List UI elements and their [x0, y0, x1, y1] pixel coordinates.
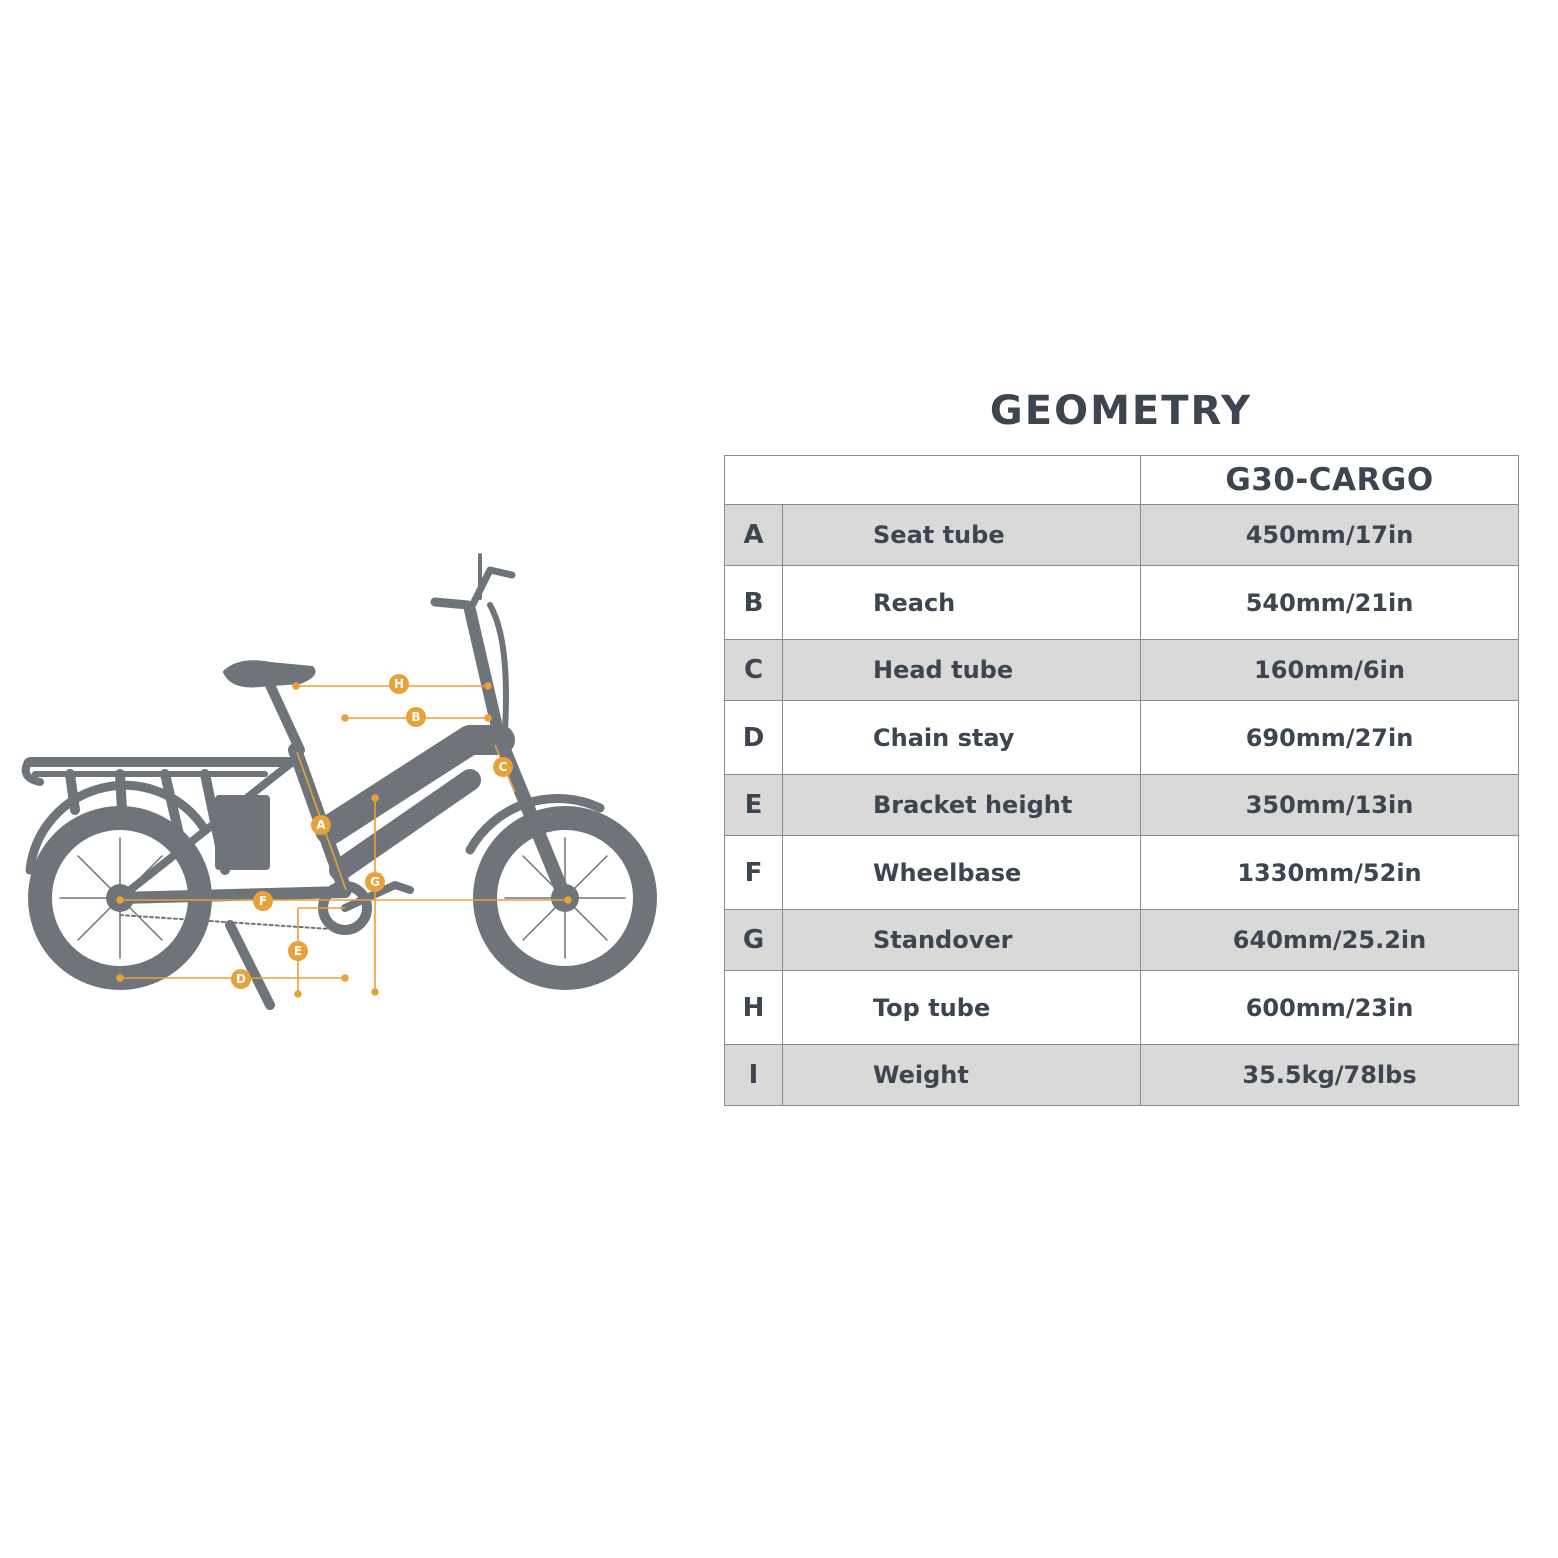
svg-text:F: F: [258, 894, 268, 908]
marker-d: [231, 969, 251, 989]
row-letter: A: [725, 505, 783, 566]
row-value: 600mm/23in: [1141, 971, 1519, 1045]
page-title: GEOMETRY: [989, 388, 1253, 434]
header-empty-cell: [725, 456, 1141, 505]
row-value: 1330mm/52in: [1141, 836, 1519, 910]
table-row: [725, 836, 1519, 910]
row-letter: G: [725, 910, 783, 971]
svg-text:H: H: [393, 677, 405, 691]
table-header-row: [725, 456, 1519, 505]
row-letter: H: [725, 971, 783, 1045]
row-value: 640mm/25.2in: [1141, 910, 1519, 971]
marker-f: [253, 891, 273, 911]
row-name: Chain stay: [783, 701, 1141, 775]
row-letter: D: [725, 701, 783, 775]
row-name: Standover: [783, 910, 1141, 971]
row-value: 540mm/21in: [1141, 566, 1519, 640]
table-row: [725, 701, 1519, 775]
svg-text:C: C: [498, 760, 508, 774]
row-value: 350mm/13in: [1141, 775, 1519, 836]
marker-g: [365, 872, 385, 892]
row-value: 690mm/27in: [1141, 701, 1519, 775]
svg-text:E: E: [293, 944, 303, 958]
row-letter: I: [725, 1045, 783, 1106]
svg-text:D: D: [236, 972, 246, 986]
marker-h: [389, 674, 409, 694]
table-row: [725, 505, 1519, 566]
row-letter: E: [725, 775, 783, 836]
marker-b: [406, 707, 426, 727]
table-row: [725, 971, 1519, 1045]
table-row: [725, 1045, 1519, 1106]
row-letter: F: [725, 836, 783, 910]
row-value: 450mm/17in: [1141, 505, 1519, 566]
geometry-table: [724, 455, 1519, 1106]
row-name: Head tube: [783, 640, 1141, 701]
model-name: G30-CARGO: [1141, 456, 1519, 505]
row-name: Top tube: [783, 971, 1141, 1045]
table-row: [725, 640, 1519, 701]
row-letter: B: [725, 566, 783, 640]
table-row: [725, 910, 1519, 971]
row-name: Bracket height: [783, 775, 1141, 836]
row-letter: C: [725, 640, 783, 701]
row-name: Reach: [783, 566, 1141, 640]
marker-e: [288, 941, 308, 961]
bike-silhouette: [0, 530, 680, 1030]
marker-c: [493, 757, 513, 777]
table-row: [725, 775, 1519, 836]
svg-text:G: G: [370, 875, 380, 889]
row-name: Seat tube: [783, 505, 1141, 566]
bike-diagram: [0, 530, 680, 1030]
table-row: [725, 566, 1519, 640]
row-name: Weight: [783, 1045, 1141, 1106]
row-value: 160mm/6in: [1141, 640, 1519, 701]
svg-text:A: A: [316, 818, 326, 832]
row-name: Wheelbase: [783, 836, 1141, 910]
marker-a: [311, 815, 331, 835]
svg-text:B: B: [411, 710, 421, 724]
row-value: 35.5kg/78lbs: [1141, 1045, 1519, 1106]
